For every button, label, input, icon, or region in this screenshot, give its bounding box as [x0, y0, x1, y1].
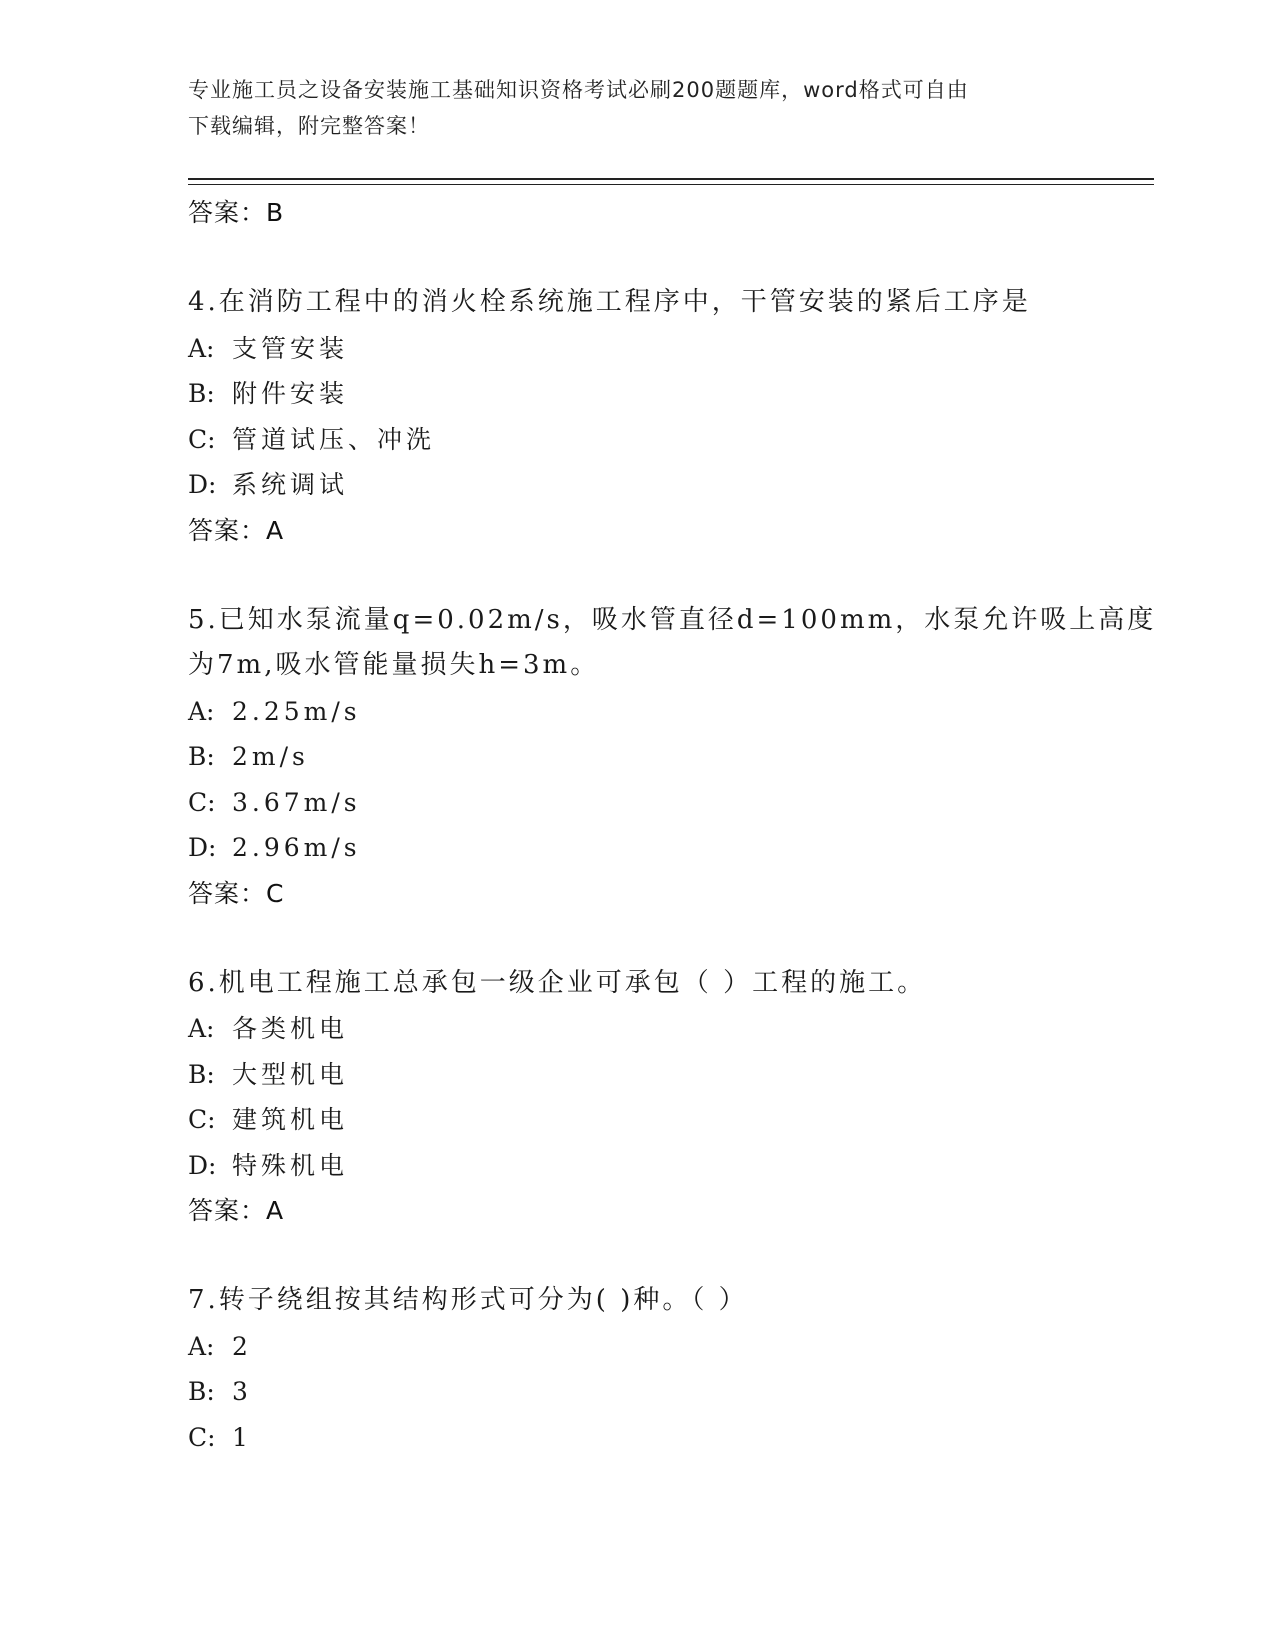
option-letter: C:: [188, 424, 216, 454]
option-text: 大型机电: [232, 1059, 349, 1089]
document-header: [188, 72, 1088, 144]
header-line-2: 下载编辑，附完整答案！: [188, 114, 430, 138]
option-text: 2m/s: [232, 742, 309, 771]
option-text: 系统调试: [232, 470, 349, 499]
answer-option: [188, 1097, 1148, 1143]
option-letter: B:: [188, 379, 215, 408]
answer-option: [188, 1324, 1148, 1370]
answer-option: [188, 1006, 1148, 1052]
option-letter: D:: [188, 1150, 217, 1180]
answer-option: [188, 326, 1148, 372]
option-text: 建筑机电: [232, 1105, 349, 1134]
answer-option: [188, 780, 1148, 826]
answer-option: [188, 734, 1148, 780]
question-block: [188, 1278, 1148, 1460]
answer-option: [188, 1052, 1148, 1098]
answer-option: [188, 462, 1148, 508]
answer-option: [188, 417, 1148, 463]
answer-option: [188, 371, 1148, 417]
option-text: 3: [232, 1377, 252, 1406]
question-block: [188, 961, 1148, 1234]
answer-line: 答案：C: [188, 878, 285, 908]
option-letter: C:: [188, 787, 216, 817]
option-text: 3.67m/s: [232, 787, 361, 817]
answer-option: [188, 825, 1148, 871]
option-text: 各类机电: [232, 1014, 349, 1043]
option-text: 2: [232, 1331, 252, 1361]
option-text: 2.25m/s: [232, 696, 361, 726]
option-text: 2.96m/s: [232, 833, 361, 862]
option-letter: B:: [188, 1377, 215, 1406]
answer-option: [188, 1369, 1148, 1415]
question-text: 4.在消防工程中的消火栓系统施工程序中，干管安装的紧后工序是: [188, 287, 1031, 317]
option-letter: A:: [188, 696, 215, 726]
answer-option: [188, 689, 1148, 735]
answer-line: 答案：A: [188, 515, 285, 545]
question-block: [188, 598, 1157, 916]
question-text: 6.机电工程施工总承包一级企业可承包（ ）工程的施工。: [188, 967, 927, 998]
question-block: [188, 280, 1148, 553]
answer-option: [188, 1143, 1148, 1189]
option-letter: D:: [188, 833, 217, 862]
question-text: 为7m,吸水管能量损失h=3m。: [188, 650, 600, 680]
answer-line: 答案：A: [188, 1196, 285, 1225]
header-divider-thin: [188, 184, 1154, 185]
option-letter: B:: [188, 1059, 215, 1089]
option-text: 1: [232, 1422, 252, 1452]
question-list: [188, 190, 1157, 1460]
option-text: 管道试压、冲洗: [232, 424, 436, 454]
option-text: 特殊机电: [232, 1150, 349, 1180]
header-divider: [188, 178, 1154, 180]
answer-line: 答案：B: [188, 198, 285, 227]
header-line-1: 专业施工员之设备安装施工基础知识资格考试必刷200题题库，word格式可自由: [188, 78, 969, 102]
option-letter: C:: [188, 1105, 216, 1134]
question-text: 7.转子绕组按其结构形式可分为( )种。（ ）: [188, 1285, 748, 1315]
answer-option: [188, 1415, 1148, 1461]
option-letter: D:: [188, 470, 217, 499]
option-letter: B:: [188, 742, 215, 771]
question-text: 5.已知水泵流量q=0.02m/s，吸水管直径d=100mm，水泵允许吸上高度: [188, 604, 1157, 635]
option-letter: A:: [188, 1331, 215, 1361]
option-letter: A:: [188, 1014, 215, 1043]
option-letter: A:: [188, 333, 215, 363]
option-text: 支管安装: [232, 333, 349, 363]
option-letter: C:: [188, 1422, 216, 1452]
option-text: 附件安装: [232, 379, 349, 408]
